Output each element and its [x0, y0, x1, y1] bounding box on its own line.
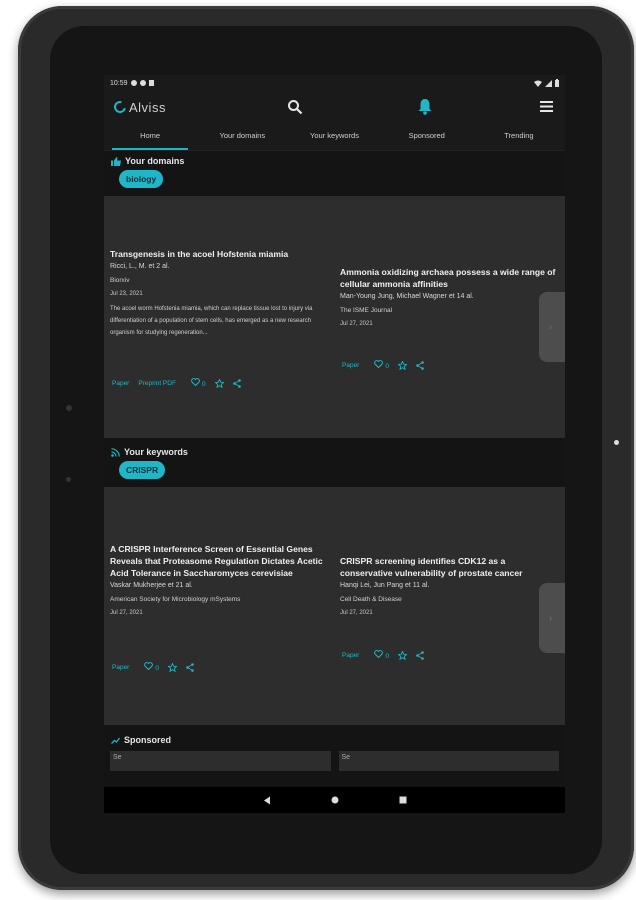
paper-card[interactable] [334, 487, 564, 725]
tag-preprint-pdf[interactable]: Preprint PDF [138, 379, 176, 387]
heart-icon [374, 360, 383, 368]
share-icon[interactable] [416, 361, 424, 370]
sensor-dot [66, 477, 71, 482]
bell-icon[interactable] [417, 98, 433, 115]
sponsored-title: Sponsored [124, 735, 172, 745]
status-time: 10:59 [110, 79, 128, 87]
paper-card[interactable] [334, 196, 564, 438]
app-screen [104, 75, 565, 813]
star-icon[interactable] [398, 361, 407, 370]
wifi-icon [534, 80, 542, 87]
heart-icon [374, 650, 383, 658]
tag-paper[interactable]: Paper [342, 651, 360, 659]
thumbs-up-icon [111, 157, 121, 166]
status-bar [104, 75, 565, 91]
next-arrow-button[interactable] [539, 292, 565, 362]
paper-title[interactable]: A CRISPR Interference Screen of Essential Genes Reveals that Proteasome Regulation Dictates Acetic Acid Tolerance in Saccharomyces cerevisiae [110, 544, 323, 578]
chevron-right-icon: › [549, 613, 552, 623]
like-button[interactable] [191, 378, 206, 388]
card-actions [342, 650, 424, 660]
star-icon[interactable] [215, 379, 224, 388]
like-button[interactable] [374, 650, 389, 660]
sponsored-card[interactable]: Se [110, 751, 331, 771]
camera-dot [66, 405, 72, 411]
like-count: 0 [201, 381, 206, 388]
heart-icon [144, 662, 153, 670]
paper-title[interactable]: Ammonia oxidizing archaea possess a wide range of cellular ammonia affinities [340, 267, 556, 289]
keywords-header [104, 438, 565, 459]
paper-title[interactable]: CRISPR screening identifies CDK12 as a conservative vulnerability of prostate cancer [340, 556, 523, 578]
card-actions [112, 662, 194, 672]
tab-trending[interactable]: Trending [504, 131, 534, 140]
search-icon[interactable] [287, 99, 303, 115]
keywords-title: Your keywords [124, 447, 188, 457]
paper-authors: Man-Young Jung, Michael Wagner et 14 al. [340, 293, 474, 300]
battery-icon [555, 79, 559, 87]
paper-date: Jul 27, 2021 [340, 610, 373, 616]
tab-your-keywords[interactable]: Your keywords [310, 131, 359, 140]
paper-card[interactable] [104, 487, 334, 725]
like-button[interactable] [144, 662, 159, 672]
paper-journal: The ISME Journal [340, 307, 393, 314]
system-nav-bar [104, 787, 565, 813]
paper-journal: Biorxiv [110, 277, 130, 284]
share-icon[interactable] [416, 651, 424, 660]
star-icon[interactable] [168, 663, 177, 672]
card-actions [112, 378, 241, 388]
paper-card[interactable] [104, 196, 334, 438]
share-icon[interactable] [186, 663, 194, 672]
tag-paper[interactable]: Paper [342, 361, 360, 369]
notification-icon [149, 80, 154, 86]
rss-icon [111, 448, 120, 457]
tag-paper[interactable]: Paper [112, 663, 130, 671]
trending-icon [111, 737, 120, 744]
like-count: 0 [385, 363, 389, 370]
sponsored-card[interactable]: Se [339, 751, 560, 771]
like-count: 0 [155, 665, 159, 672]
heart-icon [191, 378, 200, 386]
app-name: Alviss [129, 99, 166, 115]
sponsored-cards [104, 751, 565, 771]
paper-authors: Vaskar Mukherjee et 21 al. [110, 582, 193, 589]
next-arrow-button[interactable] [539, 583, 565, 653]
domain-chip[interactable]: biology [119, 170, 163, 188]
paper-date: Jul 27, 2021 [110, 610, 143, 616]
recents-icon[interactable] [399, 796, 407, 804]
star-icon[interactable] [398, 651, 407, 660]
back-icon[interactable] [263, 796, 271, 805]
notification-icon [140, 80, 146, 86]
tab-your-domains[interactable]: Your domains [219, 131, 266, 140]
domains-title: Your domains [125, 156, 185, 166]
like-count: 0 [385, 653, 389, 660]
share-icon[interactable] [233, 379, 241, 388]
like-button[interactable] [374, 360, 389, 370]
menu-icon[interactable] [540, 101, 553, 112]
paper-title[interactable]: Transgenesis in the acoel Hofstenia miamia [110, 249, 289, 259]
paper-journal: Cell Death & Disease [340, 596, 402, 603]
paper-journal: American Society for Microbiology mSystems [110, 596, 241, 603]
tab-sponsored[interactable]: Sponsored [408, 131, 445, 140]
paper-date: Jul 23, 2021 [110, 291, 143, 297]
tab-home[interactable]: Home [104, 123, 196, 150]
domain-cards [104, 196, 565, 438]
logo-icon [112, 99, 128, 115]
signal-icon [545, 80, 552, 87]
card-actions [342, 360, 424, 370]
sponsored-header [104, 725, 565, 747]
paper-authors: Hanqi Lei, Jun Pang et 11 al. [340, 582, 430, 589]
tag-paper[interactable]: Paper [112, 379, 130, 387]
chevron-right-icon: › [549, 322, 552, 332]
paper-abstract: The acoel worm Hofstenia miamia, which can replace tissue lost to injury via differentiation of a population of stem cells, has emerged as a new research organism for studying regeneration... [110, 306, 313, 336]
tab-bar [104, 123, 565, 151]
notification-icon [131, 80, 137, 86]
paper-authors: Ricci, L., M. et 2 al. [110, 263, 170, 270]
app-bar [104, 91, 565, 123]
side-light [614, 440, 619, 445]
app-logo[interactable] [114, 100, 166, 115]
paper-date: Jul 27, 2021 [340, 321, 373, 327]
keyword-chip[interactable]: CRISPR [119, 461, 165, 479]
home-icon[interactable] [331, 796, 339, 804]
keyword-cards [104, 487, 565, 725]
domains-header [104, 151, 565, 168]
